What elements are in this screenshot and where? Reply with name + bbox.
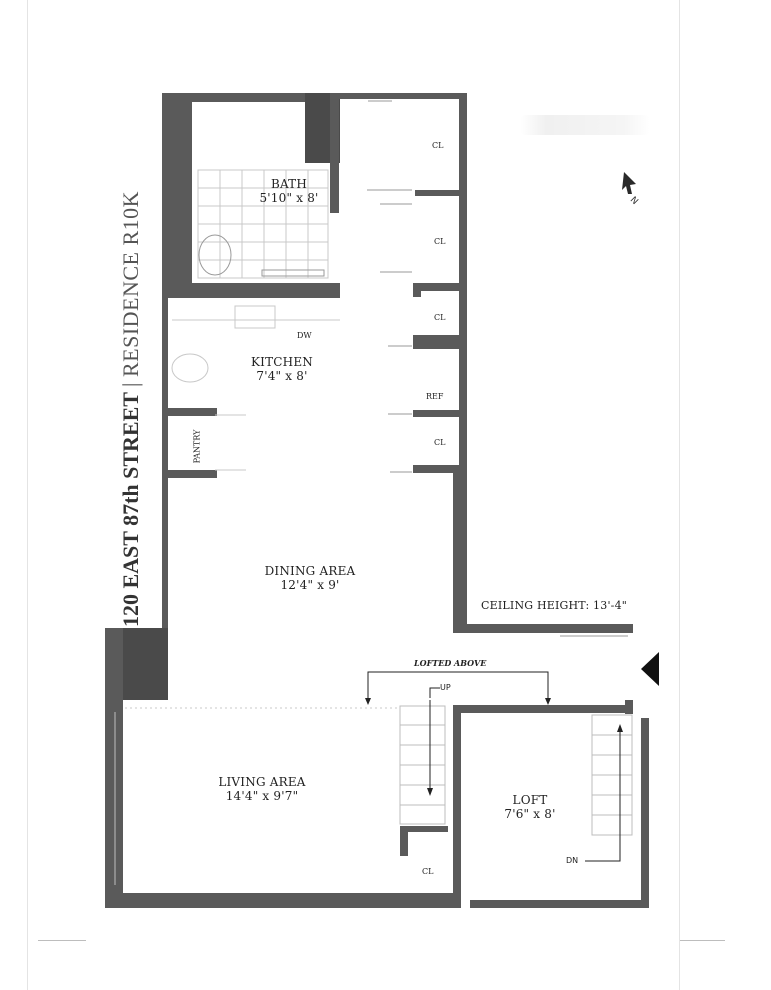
ceiling-height-label: CEILING HEIGHT: 13'-4" [481,599,628,612]
wall [162,478,168,628]
svg-text:N: N [627,195,640,208]
address-title: 120 EAST 87th STREET [118,392,143,627]
room-dims: 7'4" x 8' [256,368,308,383]
bracket-arrowhead [545,698,551,705]
title-separator: | [118,382,143,387]
room-dims: 7'6" x 8' [504,806,556,821]
wall [413,335,459,349]
bath-window [262,270,324,276]
room-name: LOFT [512,793,548,807]
wall [453,705,633,713]
room-dims: 14'4" x 9'7" [225,788,299,803]
wall [470,900,649,908]
closet-label: CL [434,438,446,447]
down-label: DN [566,856,579,865]
dishwasher-label: DW [297,331,312,340]
wall [162,298,168,498]
wall [625,700,633,714]
room-name: BATH [270,177,308,191]
wall [453,473,467,633]
dn-arrowhead [617,724,623,732]
lofted-above-bracket [368,672,548,700]
plan-title [118,97,144,627]
room-dims: 5'10" x 8' [259,190,319,205]
room-loft [490,794,570,822]
room-dims: 12'4" x 9' [280,577,340,592]
room-dining [240,565,380,593]
up-label: UP [440,683,451,692]
room-bath [234,178,344,206]
up-arrowhead [427,788,433,796]
wall [162,93,192,298]
closet-label: CL [432,141,444,150]
closet-label: CL [434,313,446,322]
wall [413,410,459,417]
wall [400,826,408,856]
kitchen-stove [172,354,208,382]
entry-triangle-icon [641,652,661,690]
kitchen-sink [235,306,275,328]
wall [413,465,459,473]
wall [641,718,649,908]
wall [105,893,461,908]
room-kitchen [227,356,337,384]
wall [162,408,217,416]
room-living [192,776,332,804]
toilet-fixture [199,235,231,275]
lofted-above-label: LOFTED ABOVE [414,658,487,668]
room-name: KITCHEN [250,355,313,369]
pantry-label: PANTRY [192,429,202,464]
wall [453,624,633,633]
wall [339,93,467,99]
wall [459,93,467,283]
wall [413,283,421,297]
up-arrow-line [430,688,440,698]
room-name: LIVING AREA [218,775,306,789]
residence-title: RESIDENCE R10K [118,190,143,378]
wall [459,283,467,483]
refrigerator-label: REF [426,392,444,401]
wall [162,283,340,298]
wall [453,705,461,908]
closet-label: CL [422,867,434,876]
room-name: DINING AREA [264,564,356,578]
bracket-arrowhead [365,698,371,705]
closet-label: CL [434,237,446,246]
wall [415,190,459,196]
wall [162,470,217,478]
north-arrow-icon [618,168,648,212]
